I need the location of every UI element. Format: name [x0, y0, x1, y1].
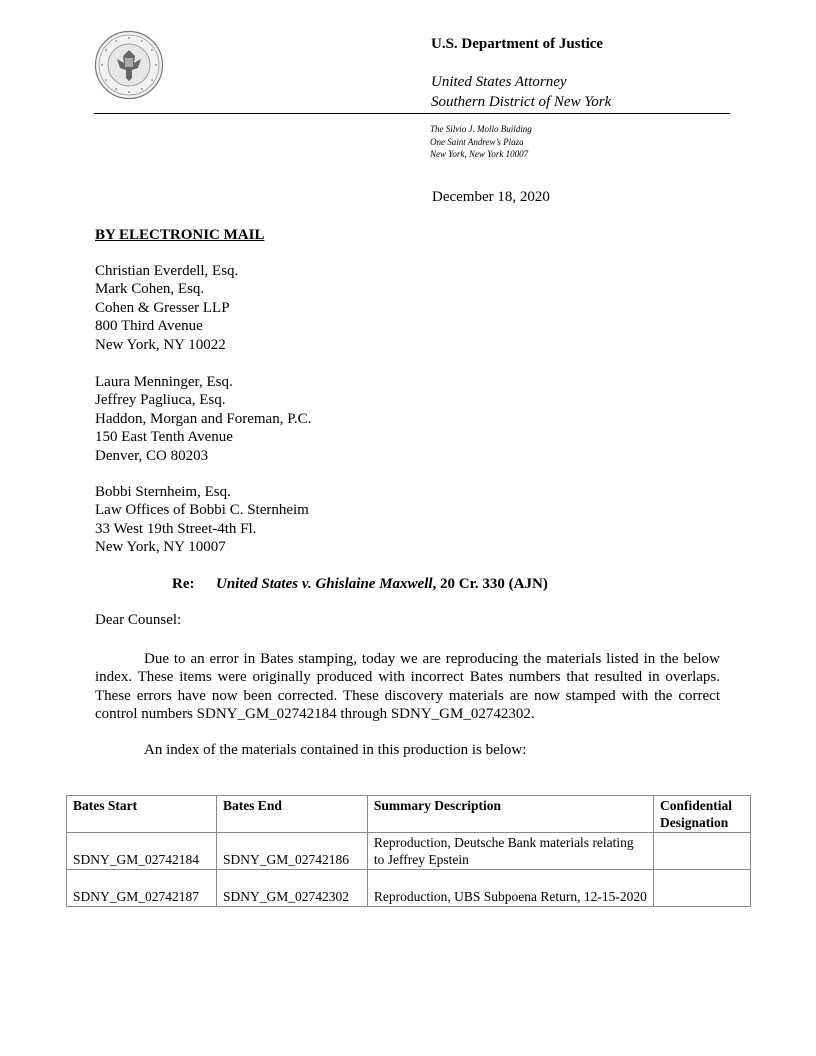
bates-end-cell: SDNY_GM_02742186: [216, 833, 367, 870]
office-address: [430, 123, 532, 161]
header-divider: [94, 113, 730, 114]
recipient-line: New York, NY 10007: [95, 539, 226, 556]
case-title: United States v. Ghislaine Maxwell: [216, 576, 433, 592]
recipient-line: New York, NY 10022: [95, 336, 226, 353]
recipient-line: Christian Everdell, Esq.: [95, 263, 239, 279]
column-header: Bates Start: [67, 796, 217, 833]
address-line: New York, New York 10007: [430, 149, 529, 159]
table-row: [67, 833, 751, 870]
recipient-line: Laura Menninger, Esq.: [95, 374, 233, 390]
delivery-method: BY ELECTRONIC MAIL: [95, 227, 265, 243]
office-block: [431, 72, 611, 112]
recipient-line: Jeffrey Pagliuca, Esq.: [95, 392, 226, 409]
bates-end-cell: SDNY_GM_02742302: [216, 870, 367, 907]
description-cell: Reproduction, Deutsche Bank materials relating to Jeffrey Epstein: [367, 833, 653, 870]
recipient-line: Haddon, Morgan and Foreman, P.C.: [95, 410, 312, 427]
address-line: The Silvio J. Mollo Building: [430, 124, 532, 134]
column-header: Summary Description: [367, 796, 653, 833]
letter-date: December 18, 2020: [432, 189, 550, 205]
recipient-line: 33 West 19th Street-4th Fl.: [95, 520, 257, 537]
department-name: U.S. Department of Justice: [431, 36, 604, 52]
office-line: Southern District of New York: [431, 94, 612, 110]
office-line: United States Attorney: [431, 74, 567, 90]
bates-start-cell: SDNY_GM_02742187: [67, 870, 217, 907]
table-header-row: [67, 796, 751, 833]
description-cell: Reproduction, UBS Subpoena Return, 12-15-2020: [367, 870, 653, 907]
designation-cell: [654, 870, 751, 907]
production-index-table: [66, 795, 751, 907]
body-paragraph: An index of the materials contained in this production is below:: [144, 742, 527, 758]
table-row: [67, 870, 751, 907]
recipient-line: Mark Cohen, Esq.: [95, 281, 205, 298]
salutation: Dear Counsel:: [95, 612, 182, 628]
recipient-block-sternheim: [95, 483, 309, 557]
column-header: Bates End: [216, 796, 367, 833]
recipient-block-cohen-gresser: [95, 262, 238, 354]
designation-cell: [654, 833, 751, 870]
recipient-block-haddon-morgan: [95, 373, 311, 465]
subject-line: [172, 576, 548, 593]
recipient-line: 150 East Tenth Avenue: [95, 429, 233, 446]
column-header: Confidential Designation: [654, 796, 751, 833]
recipient-line: 800 Third Avenue: [95, 318, 203, 335]
recipient-line: Cohen & Gresser LLP: [95, 299, 230, 316]
subject-label: Re:: [172, 576, 195, 592]
address-line: One Saint Andrew’s Plaza: [430, 136, 524, 147]
recipient-line: Bobbi Sternheim, Esq.: [95, 484, 231, 500]
doj-seal-icon: [94, 30, 164, 100]
bates-start-cell: SDNY_GM_02742184: [67, 833, 217, 870]
recipient-line: Denver, CO 80203: [95, 447, 209, 464]
recipient-line: Law Offices of Bobbi C. Sternheim: [95, 502, 309, 519]
case-number: , 20 Cr. 330 (AJN): [432, 576, 548, 592]
body-paragraph: Due to an error in Bates stamping, today we are reproducing the materials listed in the below index. These items were originally produced with incorrect Bates numbers that resulted in overlaps. These errors have now been corrected. These discovery materials are now stamped with the correct control numbers SDNY_GM_02742184 through SDNY_GM_02742302.: [95, 651, 720, 722]
